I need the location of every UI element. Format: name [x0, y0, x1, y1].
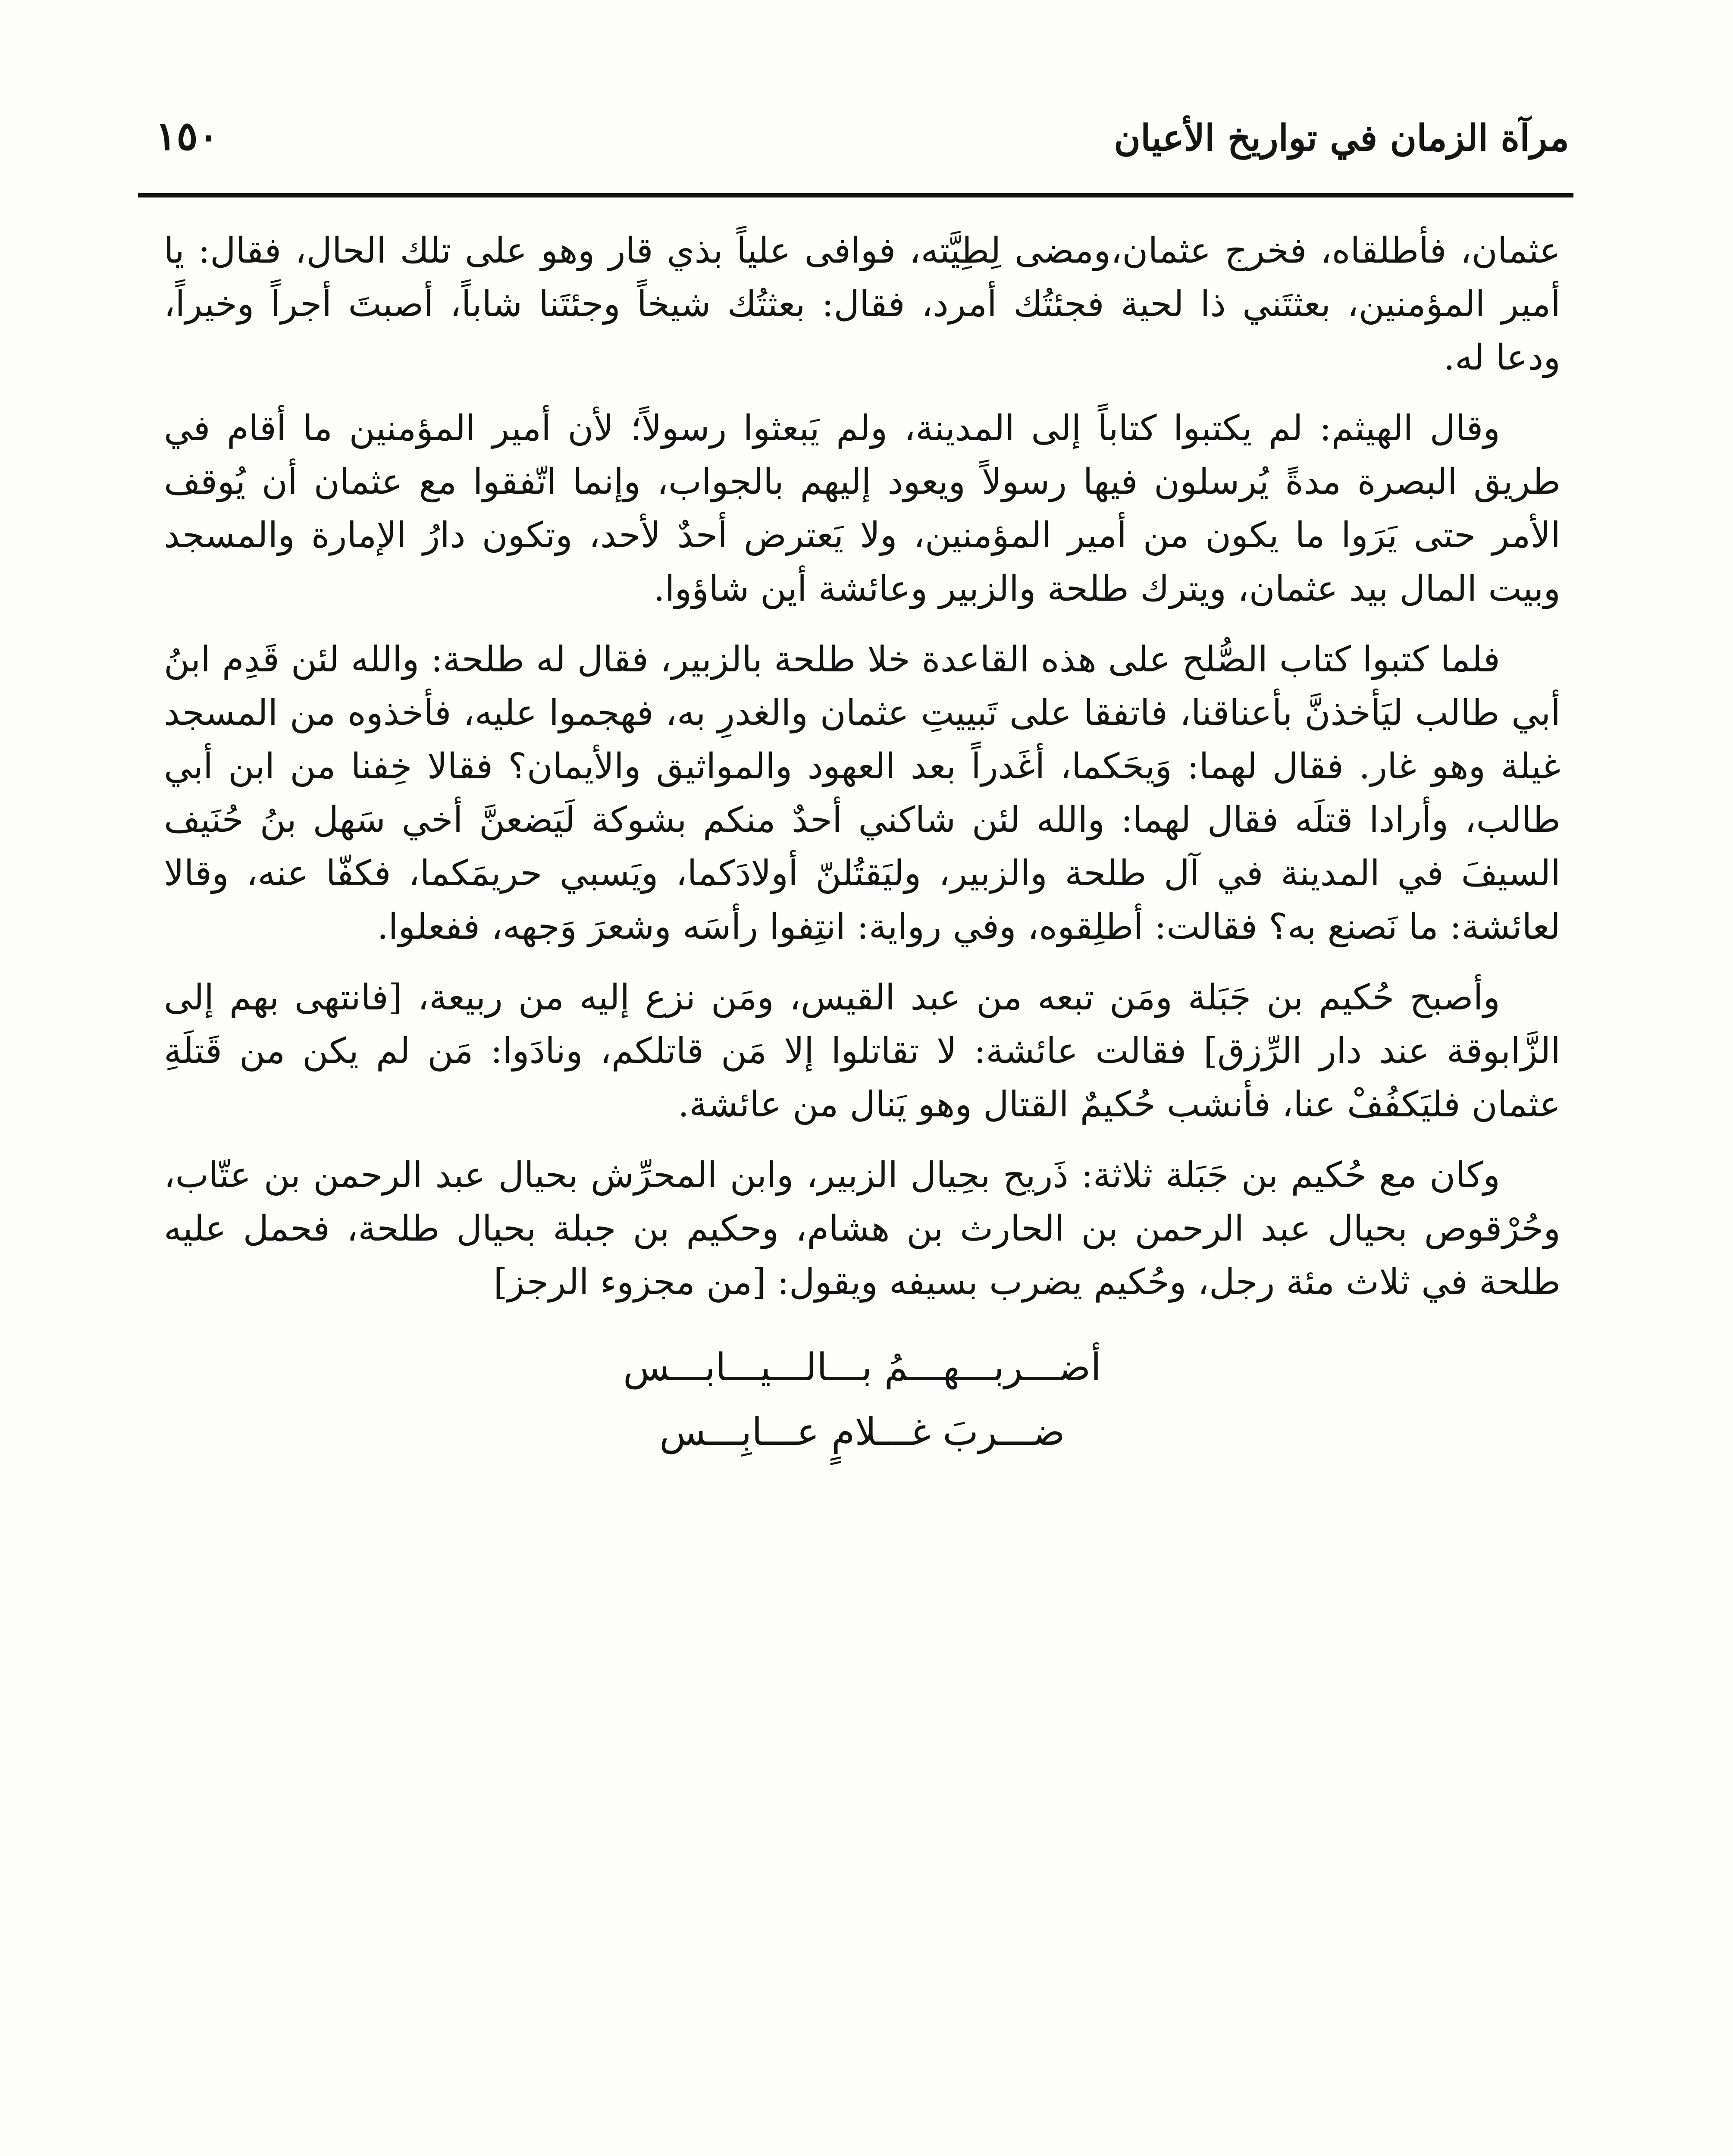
paragraph: وكان مع حُكيم بن جَبَلة ثلاثة: ذَريح بحِيال الزبير، وابن المحرِّش بحيال عبد الرحمن بن عتّاب، وحُرْقوص بحيال عبد الرحمن بن الحارث بن هشام، وحكيم بن جبلة بحيال طلحة، فحمل عليه طلحة في ثلاث مئة رجل، وحُكيم يضرب بسيفه ويقول: [من مجزوء الرجز]: [164, 1155, 1561, 1303]
paragraph: وأصبح حُكيم بن جَبَلة ومَن تبعه من عبد القيس، ومَن نزع إليه من ربيعة، [فانتهى بهم إلى الزَّابوقة عند دار الرِّزق] فقالت عائشة: لا تقاتلوا إلا مَن قاتلكم، ونادَوا: مَن لم يكن من قَتلَةِ عثمان فليَكفُفْ عنا، فأنشب حُكيمٌ القتال وهو يَنال من عائشة.: [164, 977, 1561, 1125]
header-rule: [138, 193, 1573, 197]
poem: [164, 1335, 1561, 1464]
page-number: ١٥٠: [155, 113, 219, 159]
verse-line: ضـــربَ غـــلامٍ عـــابِـــس: [659, 1410, 1065, 1454]
page-body: [164, 224, 1561, 2156]
paragraph: فلما كتبوا كتاب الصُّلح على هذه القاعدة خلا طلحة بالزبير، فقال له طلحة: والله لئن قَدِم ابنُ أبي طالب ليَأخذنَّ بأعناقنا، فاتفقا على تَبييتِ عثمان والغدرِ به، فهجموا عليه، فأخذوه من المسجد غيلة وهو غار. فقال لهما: وَيحَكما، أغَدراً بعد العهود والمواثيق والأيمان؟ فقالا خِفنا من ابن أبي طالب، وأرادا قتلَه فقال لهما: والله لئن شاكني أحدٌ منكم بشوكة لَيَضعنَّ أخي سَهل بنُ حُنَيف السيفَ في المدينة في آل طلحة والزبير، وليَقتُلنّ أولادَكما، ويَسبي حريمَكما، فكفّا عنه، وقالا لعائشة: ما نَصنع به؟ فقالت: أطلِقوه، وفي رواية: انتِفوا رأسَه وشعرَ وَجهه، ففعلوا.: [164, 639, 1561, 947]
paragraph: وقال الهيثم: لم يكتبوا كتاباً إلى المدينة، ولم يَبعثوا رسولاً؛ لأن أمير المؤمنين ما أقام في طريق البصرة مدةً يُرسلون فيها رسولاً ويعود إليهم بالجواب، وإنما اتّفقوا مع عثمان أن يُوقف الأمر حتى يَرَوا ما يكون من أمير المؤمنين، ولا يَعترض أحدٌ لأحد، وتكون دارُ الإمارة والمسجد وبيت المال بيد عثمان، ويترك طلحة والزبير وعائشة أين شاؤوا.: [164, 408, 1561, 609]
running-title: مرآة الزمان في تواريخ الأعيان: [1114, 116, 1569, 159]
verse-line: أضـــربـــهـــمُ بـــالـــيـــابـــس: [623, 1345, 1101, 1389]
page-header: [142, 99, 1569, 181]
paragraph: عثمان، فأطلقاه، فخرج عثمان،ومضى لِطِيَّته، فوافى علياً بذي قار وهو على تلك الحال، فقال: يا أمير المؤمنين، بعثتَني ذا لحية فجئتُك أمرد، فقال: بعثتُك شيخاً وجئتَنا شاباً، أصبتَ أجراً وخيراً، ودعا له.: [164, 230, 1561, 378]
